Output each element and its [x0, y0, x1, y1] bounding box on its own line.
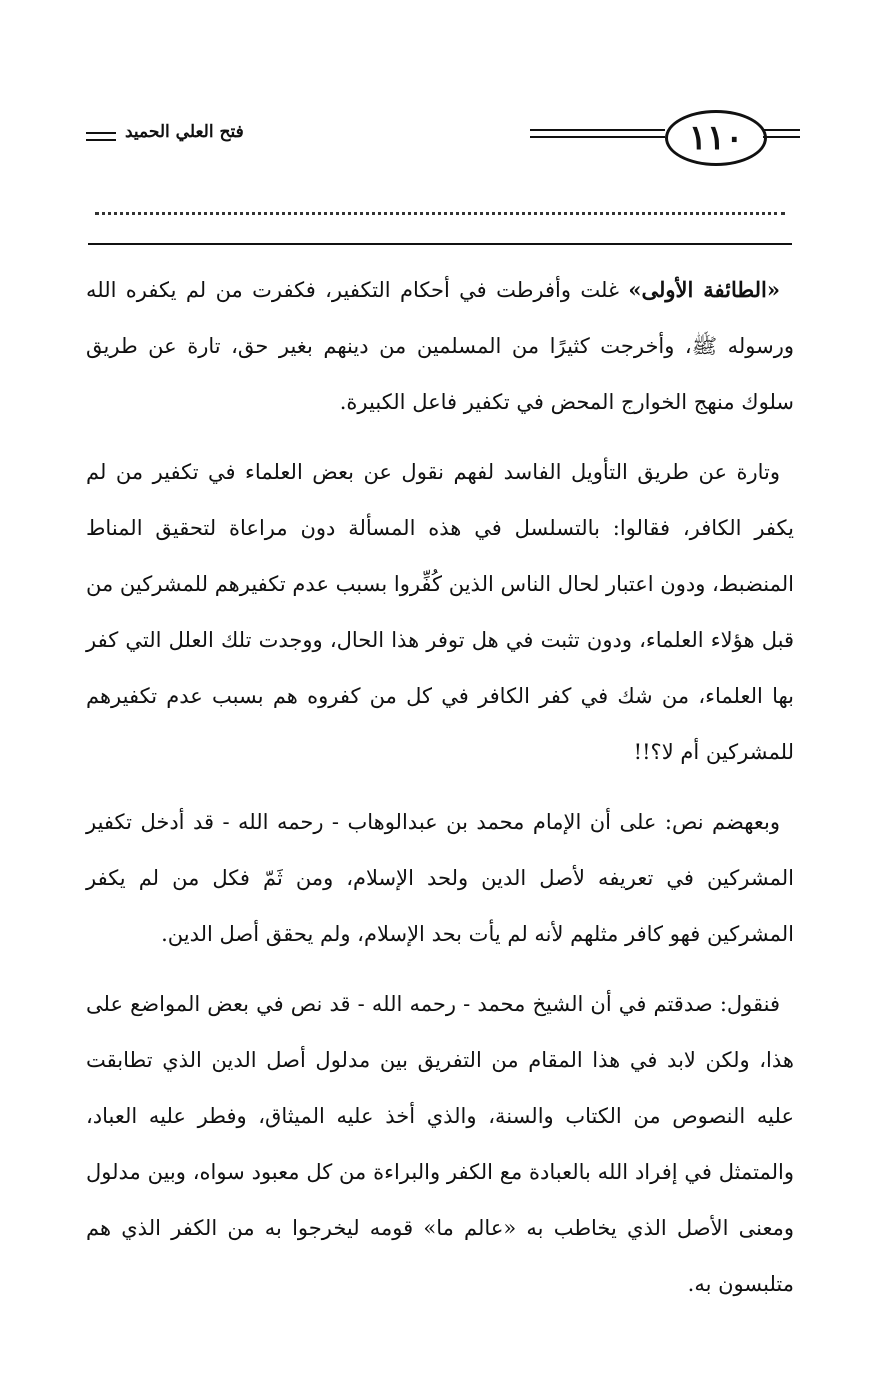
title-rule	[86, 132, 116, 134]
dotted-divider	[95, 212, 785, 215]
paragraph	[86, 262, 794, 430]
main-text	[86, 262, 794, 1312]
page-number-oval	[665, 110, 767, 166]
paragraph: وبعهضم نص: على أن الإمام محمد بن عبدالوهاب - رحمه الله - قد أدخل تكفير المشركين في تعريفه لأصل الدين ولحد الإسلام، ومن ثَمّ فكل من لم يكفر المشركين فهو كافر مثلهم لأنه لم يأت بحد الإسلام، ولم يحقق أصل الدين.	[86, 810, 794, 946]
paragraph: وتارة عن طريق التأويل الفاسد لفهم نقول عن بعض العلماء في تكفير من لم يكفر الكافر، فقالوا: بالتسلسل في هذه المسألة دون مراعاة لتحقيق المناط المنضبط، ودون اعتبار لحال الناس الذين كُفِّروا بسبب عدم تكفيرهم للمشركين من قبل هؤلاء العلماء، ودون تثبت في هل توفر هذا الحال، ووجدت تلك العلل التي كفر بها العلماء، من شك في كفر الكافر في كل من كفروه هم بسبب عدم تكفيرهم للمشركين أم لا؟!!	[85, 460, 794, 764]
header-rule	[530, 129, 665, 131]
header-rule	[763, 129, 800, 131]
page-header	[60, 100, 800, 170]
title-rule	[86, 139, 116, 141]
paragraph: فنقول: صدقتم في أن الشيخ محمد - رحمه الله - قد نص في بعض المواضع على هذا، ولكن لابد في هذا المقام من التفريق بين مدلول أصل الدين الذي تطابقت عليه النصوص من الكتاب والسنة، والذي أخذ عليه الميثاق، وفطر عليه العباد، والمتمثل في إفراد الله بالعبادة مع الكفر والبراءة من كل معبود سواه، وبين مدلول ومعنى الأصل الذي يخاطب به «عالم ما» قومه ليخرجوا به من الكفر الذي هم متلبسون به.	[86, 992, 794, 1296]
book-title: فتح العلي الحميد	[125, 122, 244, 142]
page-number: ١١٠	[688, 118, 744, 158]
paragraph-text: غلت وأفرطت في أحكام التكفير، فكفرت من لم يكفره الله ورسوله ﷺ، وأخرجت كثيرًا من المسلمين من دينهم بغير حق، تارة عن طريق سلوك منهج الخوارج المحض في تكفير فاعل الكبيرة.	[86, 278, 794, 414]
bold-phrase: «الطائفة الأولى»	[628, 277, 781, 302]
separator-line	[88, 243, 792, 245]
header-rule	[530, 136, 665, 138]
header-rule	[763, 136, 800, 138]
